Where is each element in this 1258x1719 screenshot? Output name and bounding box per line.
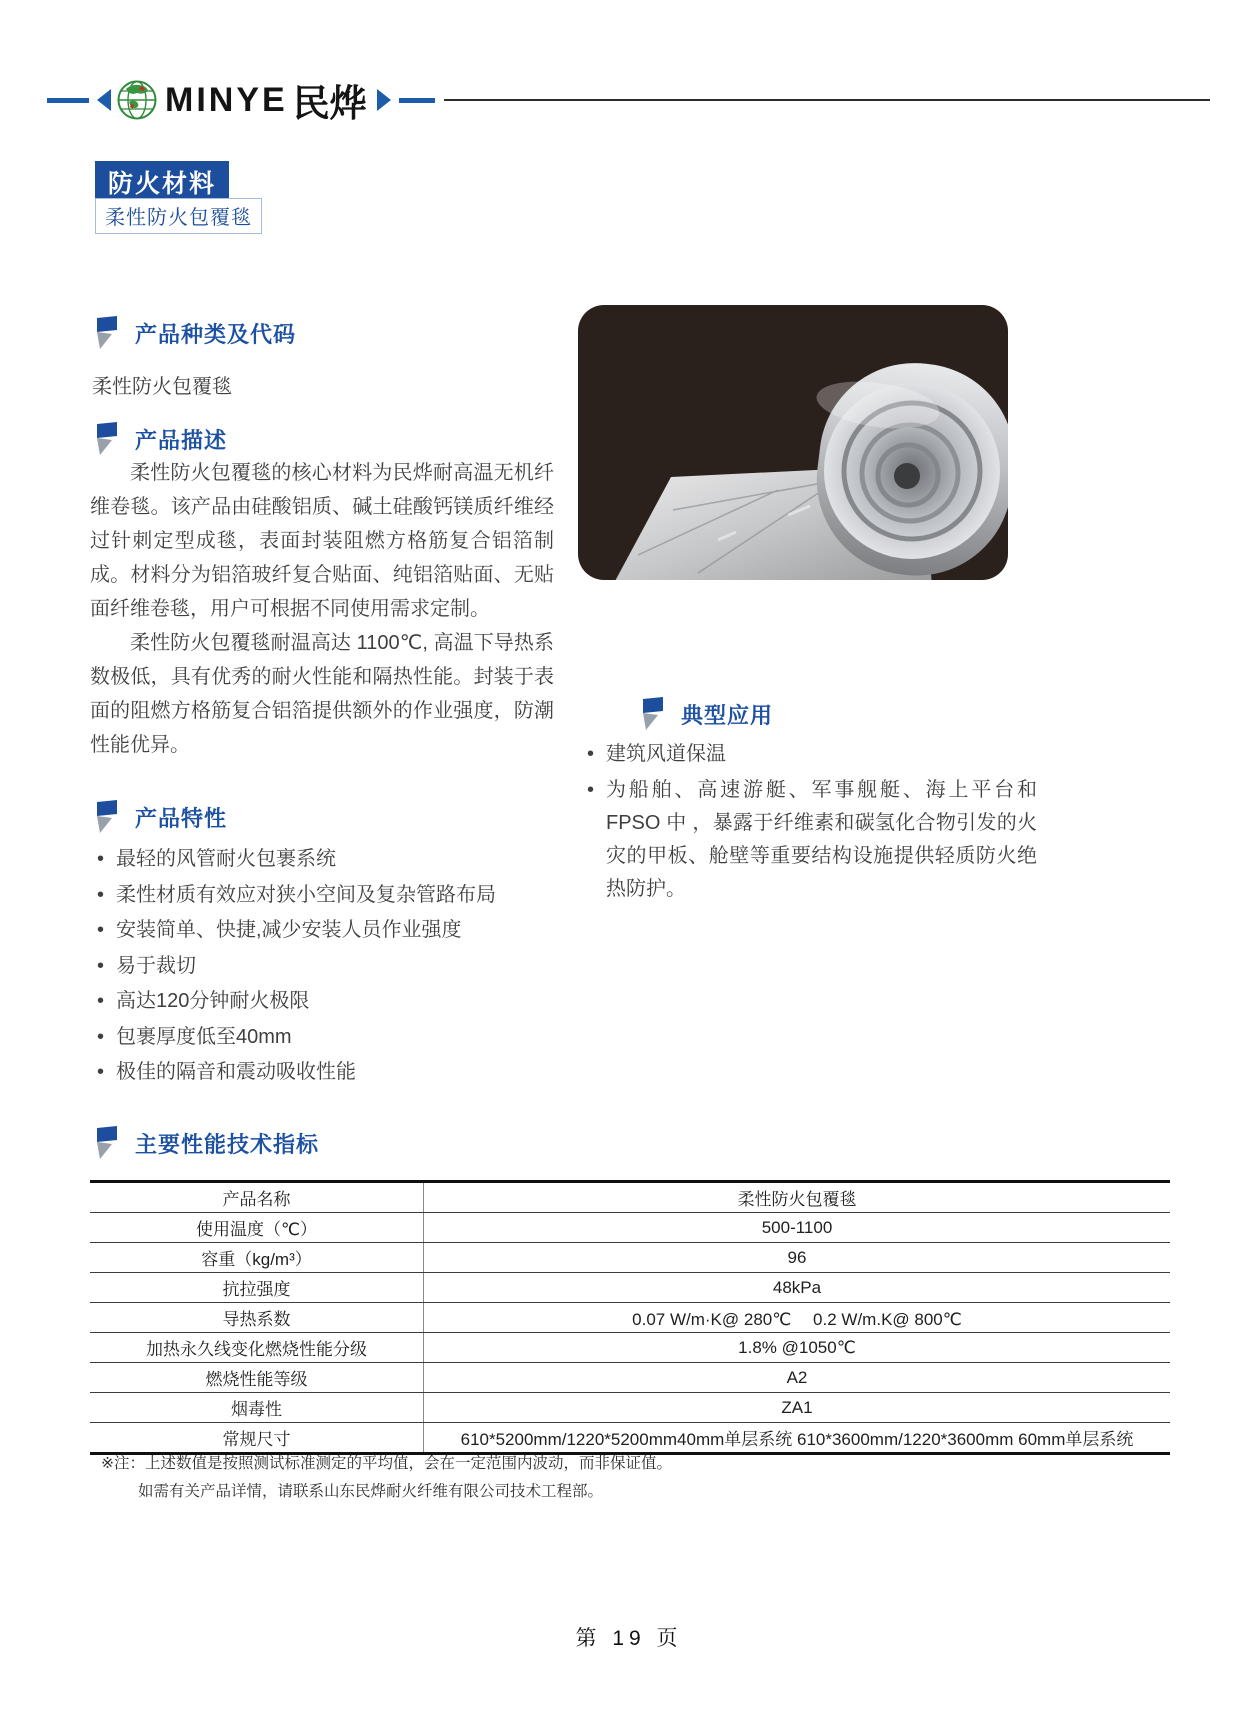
section-header-types	[97, 316, 296, 350]
table-row	[90, 1183, 1170, 1212]
section-header-description	[97, 422, 227, 456]
header-thin-rule	[444, 99, 1210, 101]
spec-value: A2	[786, 1367, 808, 1387]
spec-label: 产品名称	[90, 1183, 424, 1212]
footnotes	[101, 1450, 672, 1506]
table-row	[90, 1302, 1170, 1332]
spec-label: 加热永久线变化燃烧性能分级	[90, 1333, 424, 1362]
spec-value: 610*5200mm/1220*5200mm40mm单层系统 610*3600mm/1220*3600mm 60mm单层系统	[460, 1430, 1134, 1449]
feature-item: • 易于裁切	[95, 949, 567, 985]
application-item: • 为船舶、高速游艇、军事舰艇、海上平台和 FPSO 中 ，暴露于纤维素和碳氢化合物引发的火灾的甲板、舱壁等重要结构设施提供轻质防火绝热防护。	[585, 774, 1037, 906]
spec-value: 500-1100	[761, 1217, 833, 1237]
feature-item: • 最轻的风管耐火包裹系统	[95, 842, 567, 878]
description-paragraph: 柔性防火包覆毯耐温高达 1100℃, 高温下导热系数极低，具有优秀的耐火性能和隔热性能。封装于表面的阻燃方格筋复合铝箔提供额外的作业强度，防潮性能优异。	[90, 632, 554, 756]
spec-value: 柔性防火包覆毯	[737, 1190, 857, 1209]
spec-label: 抗拉强度	[90, 1273, 424, 1302]
spec-value: 0.07 W/m·K@ 280℃ 0.2 W/m.K@ 800℃	[632, 1310, 962, 1329]
section-title: 典型应用	[681, 702, 774, 728]
section-title: 产品特性	[135, 805, 228, 831]
feature-item: • 柔性材质有效应对狭小空间及复杂管路布局	[95, 878, 567, 914]
feature-item: • 安装简单、快捷,减少安装人员作业强度	[95, 913, 567, 949]
section-flag-icon	[97, 422, 117, 456]
spec-label: 常规尺寸	[90, 1423, 424, 1452]
table-row	[90, 1272, 1170, 1302]
table-row	[90, 1242, 1170, 1272]
spec-value: 1.8% @1050℃	[738, 1337, 856, 1357]
section-flag-icon	[97, 1126, 117, 1160]
section-title: 产品描述	[135, 427, 228, 453]
right-arrow-icon	[377, 89, 391, 111]
section-header-features	[97, 800, 227, 834]
header-rule-left	[47, 98, 89, 103]
category-badge: 防火材料	[95, 161, 229, 205]
brand-header	[47, 74, 1210, 126]
section-title: 主要性能技术指标	[135, 1131, 320, 1157]
footnote-line: ※注：上述数值是按照测试标准测定的平均值，会在一定范围内波动，而非保证值。	[101, 1455, 672, 1472]
spec-table	[90, 1180, 1170, 1455]
spec-label: 燃烧性能等级	[90, 1363, 424, 1392]
footnote-line: 如需有关产品详情，请联系山东民烨耐火纤维有限公司技术工程部。	[138, 1483, 604, 1500]
table-row	[90, 1422, 1170, 1452]
product-photo	[578, 305, 1008, 580]
description-text	[90, 456, 554, 762]
spec-value: 48kPa	[772, 1277, 822, 1297]
spec-value: 96	[787, 1247, 807, 1267]
page-number: 第 19 页	[575, 1627, 683, 1650]
spec-label: 烟毒性	[90, 1393, 424, 1422]
header-rule-right	[399, 98, 435, 103]
globe-logo-icon	[117, 80, 157, 120]
product-type-value: 柔性防火包覆毯	[92, 376, 232, 398]
brand-name-cn: 民烨	[292, 84, 367, 125]
brand-name-en: MINYE	[165, 80, 288, 119]
table-row	[90, 1212, 1170, 1242]
feature-list	[95, 842, 567, 1091]
application-item: • 建筑风道保温	[585, 738, 1037, 771]
description-paragraph: 柔性防火包覆毯的核心材料为民烨耐高温无机纤维卷毯。该产品由硅酸铝质、碱土硅酸钙镁质纤维经过针刺定型成毯，表面封装阻燃方格筋复合铝箔制成。材料分为铝箔玻纤复合贴面、纯铝箔贴面、无贴面纤维卷毯，用户可根据不同使用需求定制。	[90, 462, 554, 620]
spec-label: 容重（kg/m³）	[90, 1243, 424, 1272]
section-title: 产品种类及代码	[135, 321, 297, 347]
section-header-specs	[97, 1126, 319, 1160]
section-flag-icon	[643, 697, 663, 731]
section-flag-icon	[97, 800, 117, 834]
left-arrow-icon	[97, 89, 111, 111]
table-row	[90, 1362, 1170, 1392]
section-flag-icon	[97, 316, 117, 350]
table-row	[90, 1392, 1170, 1422]
spec-value: ZA1	[781, 1397, 813, 1417]
feature-item: • 极佳的隔音和震动吸收性能	[95, 1055, 567, 1091]
spec-label: 使用温度（℃）	[90, 1213, 424, 1242]
spec-label: 导热系数	[90, 1303, 424, 1332]
application-list	[585, 738, 1037, 909]
section-header-applications	[643, 697, 773, 731]
feature-item: • 高达120分钟耐火极限	[95, 984, 567, 1020]
table-row	[90, 1332, 1170, 1362]
feature-item: • 包裹厚度低至40mm	[95, 1020, 567, 1056]
product-badge: 柔性防火包覆毯	[95, 198, 262, 234]
